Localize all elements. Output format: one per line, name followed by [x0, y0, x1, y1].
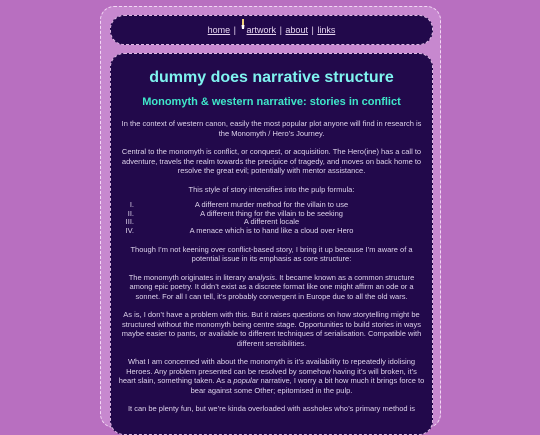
text-line: resolve the great evil; potentially with mentor assistance.	[177, 166, 366, 175]
nav-separator: |	[233, 25, 237, 35]
page-title: dummy does narrative structure	[149, 69, 394, 86]
list-number: III.	[125, 217, 134, 227]
paragraph-origin	[117, 273, 426, 302]
nav-link-artwork[interactable]: artwork	[246, 25, 277, 35]
paragraph-questions	[117, 310, 426, 348]
list-text: A menace which is to hand like a cloud over Hero	[189, 226, 354, 236]
list-number: I.	[129, 200, 134, 209]
paragraph-issue	[117, 245, 426, 264]
text-line: Central to the monomyth is conflict, or conquest, or acquisition. The Hero(ine) has a call to	[121, 147, 422, 156]
paragraph-closing	[117, 404, 426, 414]
paragraph-concern	[117, 357, 426, 395]
article-panel	[110, 53, 433, 435]
text-line: adventure, travels the realm towards the precipice of tragedy, and moves on back home to	[121, 156, 422, 166]
paragraph-pulp: This style of story intensifies into the pulp formula:	[188, 184, 355, 194]
section-heading: Monomyth & western narrative: stories in conflict	[142, 96, 401, 108]
text-line: among epic poetry. It didn’t exist as a discrete format like one might affirm an ode or a	[129, 282, 414, 292]
emphasis-text: popular	[233, 376, 259, 386]
text-line: What I am concerned with about the monomyth is it’s availability to repeatedly idolising	[127, 357, 416, 367]
text-line: Heroes. Any problem presented can be resolved by somehow having it’s will broken, it’s	[126, 366, 417, 376]
paragraph-conflict	[117, 147, 426, 176]
list-text: A different murder method for the villain to use	[194, 200, 349, 209]
text-line: Though I’m not keening over conflict-based story, I bring it up because I’m aware of a	[130, 244, 413, 254]
text-line: It can be plenty fun, but we’re kinda overloaded with assholes who’s primary method is	[127, 404, 416, 414]
text-segment: heart slain, something taken. As a	[118, 376, 234, 386]
text-line: different sensibilities.	[236, 338, 307, 348]
paragraph-intro	[117, 119, 426, 138]
text-segment: narrative, I worry a bit how much it brings force to	[258, 376, 425, 386]
nav-separator: |	[311, 25, 314, 35]
nav-link-home[interactable]: home	[207, 25, 231, 35]
text-line: the Monomyth / Hero’s Journey.	[218, 128, 325, 138]
nav-separator: |	[279, 25, 282, 35]
text-line: potential issue in its emphasis as core structure:	[191, 254, 352, 264]
nav-link-links[interactable]: links	[317, 25, 336, 35]
emphasis-text: analysis	[247, 272, 276, 282]
pulp-formula-list	[111, 201, 432, 236]
text-line: maybe easier to pants, or available to different techniques of serialisation. Compatible with	[121, 329, 422, 339]
list-number: IV.	[125, 226, 134, 236]
text-line: As is, I don’t have a problem with this. But it raises questions on how storytelling might be	[123, 310, 420, 320]
text-line: sonnet. For all I can tell, it’s probably convergent in Europe due to all the old wars.	[135, 291, 408, 301]
list-number: II.	[127, 208, 134, 218]
text-line: In the context of western canon, easily the most popular plot anyone will find in research is	[121, 119, 422, 128]
text-segment: The monomyth originates in literary	[128, 272, 248, 282]
text-segment: . It became known as a common structure	[275, 272, 415, 282]
list-text: A different thing for the villain to be seeking	[200, 208, 343, 218]
text-line: structured without the monomyth being centre stage. Opportunities to build stories in ways	[122, 319, 421, 329]
nav-link-about[interactable]: about	[285, 25, 308, 35]
paintbrush-icon	[240, 19, 246, 29]
text-line: bear against some Other; epitomised in the pulp.	[190, 385, 353, 395]
list-text: A different locale	[243, 217, 300, 227]
top-nav	[110, 15, 433, 45]
list-item	[111, 227, 432, 236]
